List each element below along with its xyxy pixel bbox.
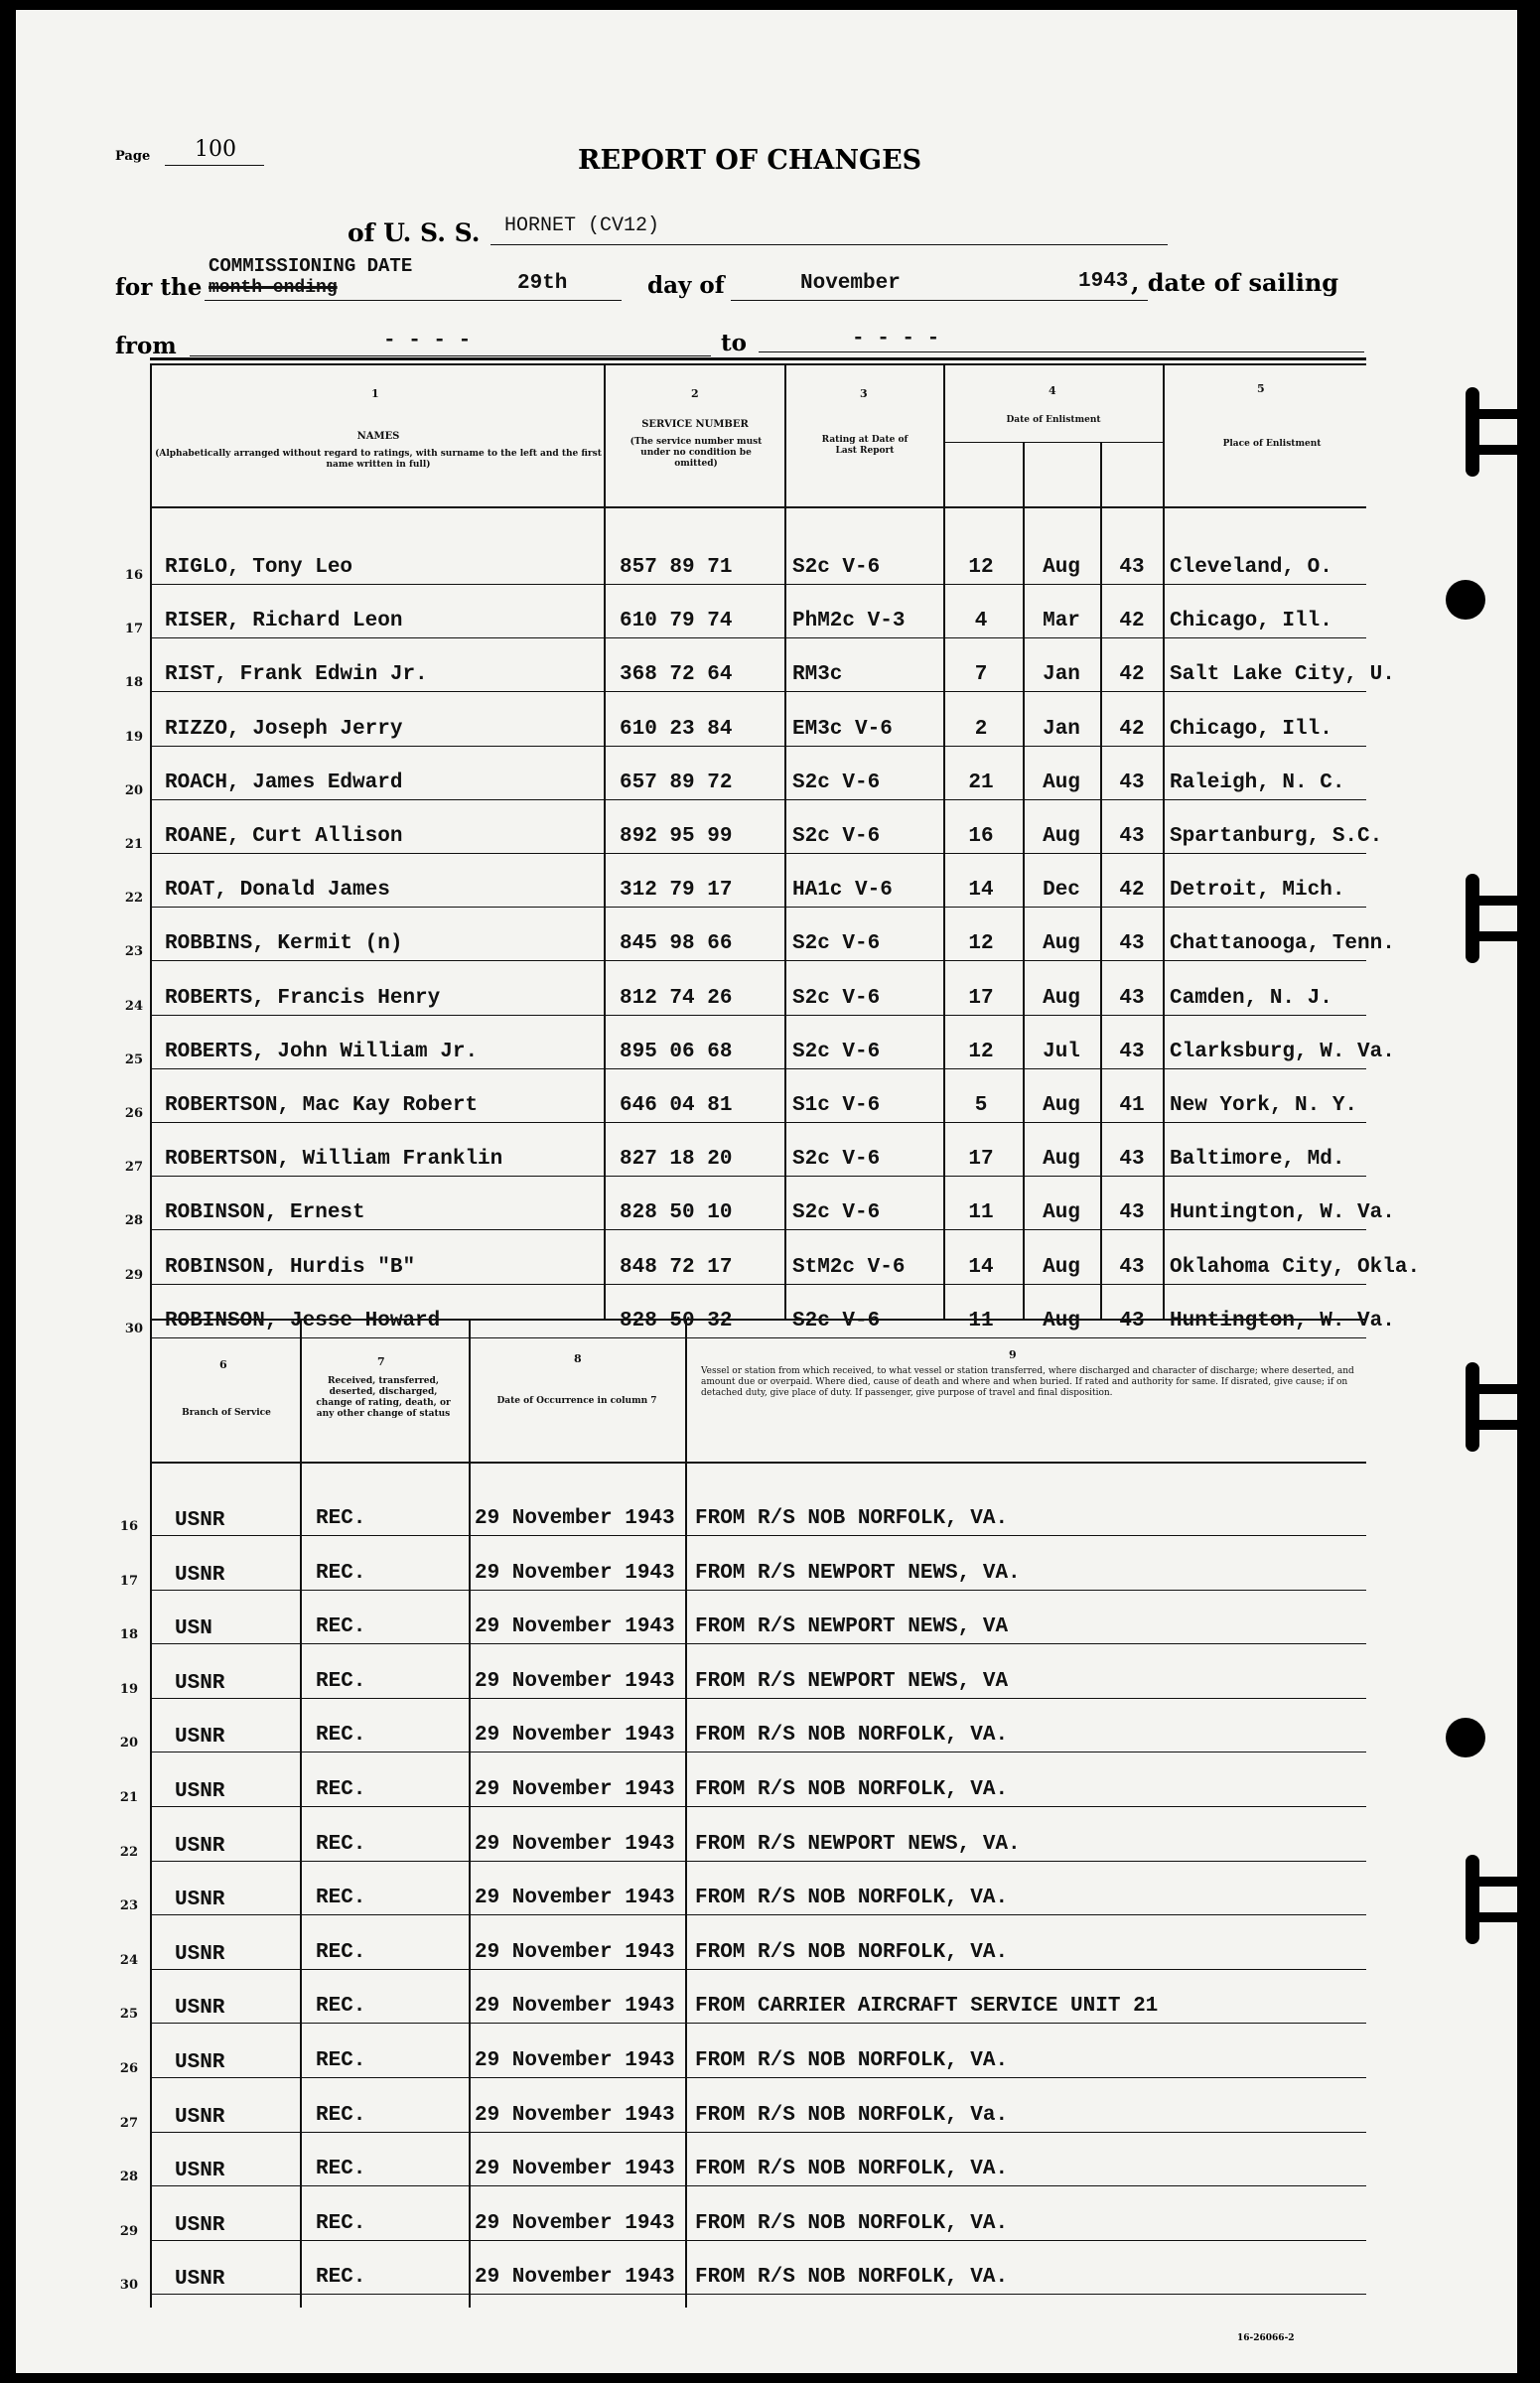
service-number-cell: 857 89 71 (620, 556, 733, 579)
enlist-day-cell: 17 (968, 987, 994, 1010)
date-cell: 29 November 1943 (475, 2158, 675, 2180)
row-rule (150, 1698, 1366, 1699)
enlist-month-cell: Aug (1043, 1148, 1080, 1171)
row-number: 17 (124, 622, 143, 636)
enlist-day-cell: 11 (968, 1310, 994, 1332)
service-number-cell: 827 18 20 (620, 1148, 733, 1171)
remarks-cell: FROM R/S NOB NORFOLK, VA. (695, 1941, 1009, 1964)
enlist-month-cell: Aug (1043, 771, 1080, 794)
page-number: 100 (195, 137, 236, 162)
status-cell: REC. (316, 2049, 366, 2072)
remarks-cell: FROM R/S NOB NORFOLK, VA. (695, 2158, 1009, 2180)
enlist-month-cell: Mar (1043, 610, 1080, 632)
date-cell: 29 November 1943 (475, 2212, 675, 2235)
col1-note: (Alphabetically arranged without regard to ratings, with surname to the left and the first name written in full) (155, 449, 602, 470)
enlist-month-cell: Jan (1043, 718, 1080, 741)
row-number: 21 (119, 1790, 138, 1805)
date-cell: 29 November 1943 (475, 1833, 675, 1856)
row-rule (150, 1643, 1366, 1644)
rating-cell: S2c V-6 (792, 932, 881, 955)
col7-number: 7 (377, 1355, 385, 1368)
name-cell: ROBERTSON, Mac Kay Robert (165, 1094, 479, 1117)
remarks-cell: FROM R/S NOB NORFOLK, VA. (695, 1778, 1009, 1801)
name-cell: ROBBINS, Kermit (n) (165, 932, 403, 955)
status-cell: REC. (316, 1887, 366, 1909)
day-of-label: day of (647, 272, 725, 299)
period-typed: COMMISSIONING DATE (209, 255, 413, 277)
date-cell: 29 November 1943 (475, 1670, 675, 1693)
service-number-cell: 610 79 74 (620, 610, 733, 632)
service-number-cell: 646 04 81 (620, 1094, 733, 1117)
status-cell: REC. (316, 1562, 366, 1585)
name-cell: RIZZO, Joseph Jerry (165, 718, 403, 741)
row-number: 26 (124, 1106, 143, 1121)
rating-cell: S2c V-6 (792, 825, 881, 848)
col1-title: NAMES (356, 431, 400, 442)
rating-cell: S2c V-6 (792, 556, 881, 579)
row-rule (150, 1229, 1366, 1230)
row-number: 28 (119, 2170, 138, 2184)
branch-cell: USNR (175, 1726, 225, 1749)
place-cell: Clarksburg, W. Va. (1170, 1041, 1395, 1063)
remarks-cell: FROM R/S NEWPORT NEWS, VA. (695, 1833, 1021, 1856)
enlist-year-cell: 43 (1119, 1201, 1145, 1224)
enlist-year-cell: 42 (1119, 879, 1145, 902)
enlist-month-cell: Jan (1043, 663, 1080, 686)
col2-number: 2 (691, 387, 699, 400)
service-number-cell: 828 50 10 (620, 1201, 733, 1224)
rating-cell: S2c V-6 (792, 1148, 881, 1171)
place-cell: Raleigh, N. C. (1170, 771, 1345, 794)
enlist-month-cell: Aug (1043, 1310, 1080, 1332)
place-cell: Huntington, W. Va. (1170, 1310, 1395, 1332)
enlist-day-cell: 21 (968, 771, 994, 794)
row-rule (150, 2185, 1366, 2186)
name-cell: RISER, Richard Leon (165, 610, 403, 632)
col2-note: (The service number must under no condition be omitted) (630, 437, 763, 469)
row-number: 25 (119, 2007, 138, 2022)
row-rule (150, 853, 1366, 854)
col9-number: 9 (1009, 1348, 1017, 1361)
punch-hole-2 (1446, 1718, 1485, 1757)
place-cell: Cleveland, O. (1170, 556, 1332, 579)
period-struck: month ending (209, 278, 338, 298)
name-cell: ROAT, Donald James (165, 879, 390, 902)
enlist-day-cell: 14 (968, 1256, 994, 1279)
enlist-year-cell: 41 (1119, 1094, 1145, 1117)
name-cell: ROACH, James Edward (165, 771, 403, 794)
service-number-cell: 368 72 64 (620, 663, 733, 686)
enlist-year-cell: 43 (1119, 1041, 1145, 1063)
status-cell: REC. (316, 1724, 366, 1747)
branch-cell: USNR (175, 1889, 225, 1911)
status-cell: REC. (316, 1941, 366, 1964)
col4-number: 4 (1049, 384, 1056, 397)
status-cell: REC. (316, 1833, 366, 1856)
row-rule (150, 1914, 1366, 1915)
binder-clip-2 (1458, 874, 1517, 963)
status-cell: REC. (316, 1507, 366, 1530)
branch-cell: USN (175, 1617, 212, 1640)
col4-title: Date of Enlistment (1006, 415, 1101, 425)
row-rule (150, 2132, 1366, 2133)
date-cell: 29 November 1943 (475, 2049, 675, 2072)
date-cell: 29 November 1943 (475, 1941, 675, 1964)
remarks-cell: FROM R/S NEWPORT NEWS, VA. (695, 1562, 1021, 1585)
rating-cell: S2c V-6 (792, 1041, 881, 1063)
name-cell: ROBINSON, Ernest (165, 1201, 365, 1224)
row-number: 29 (124, 1268, 143, 1283)
row-number: 24 (119, 1953, 138, 1968)
row-number: 20 (124, 783, 143, 798)
service-number-cell: 812 74 26 (620, 987, 733, 1010)
enlist-year-cell: 43 (1119, 987, 1145, 1010)
row-rule (150, 2023, 1366, 2024)
place-cell: Camden, N. J. (1170, 987, 1332, 1010)
enlist-year-cell: 43 (1119, 771, 1145, 794)
row-number: 21 (124, 837, 143, 852)
place-cell: Baltimore, Md. (1170, 1148, 1345, 1171)
row-rule (150, 1806, 1366, 1807)
name-cell: ROBERTS, Francis Henry (165, 987, 441, 1010)
row-number: 20 (119, 1736, 138, 1751)
report-title: REPORT OF CHANGES (578, 145, 922, 176)
branch-cell: USNR (175, 1780, 225, 1803)
place-cell: Chicago, Ill. (1170, 610, 1332, 632)
name-cell: ROBERTSON, William Franklin (165, 1148, 503, 1171)
binder-clip-4 (1458, 1855, 1517, 1944)
remarks-cell: FROM R/S NEWPORT NEWS, VA (695, 1670, 1009, 1693)
row-number: 19 (119, 1682, 138, 1697)
branch-cell: USNR (175, 1672, 225, 1695)
enlist-month-cell: Aug (1043, 556, 1080, 579)
row-rule (150, 2077, 1366, 2078)
col5-title: Place of Enlistment (1222, 439, 1322, 449)
branch-cell: USNR (175, 1835, 225, 1858)
row-number: 25 (124, 1052, 143, 1067)
service-number-cell: 828 50 32 (620, 1310, 733, 1332)
status-cell: REC. (316, 2104, 366, 2127)
row-rule (150, 1068, 1366, 1069)
col9-title: Vessel or station from which received, to what vessel or station transferred, where discharged and character of discharge; where deserted, and amount due or overpaid. Where died, cause of death and where and when buried. If rated and authority for same. If disrated, give cause; if on detached duty, give place of duty. If passenger, give purpose of travel and final disposition. (701, 1366, 1354, 1398)
enlist-day-cell: 12 (968, 1041, 994, 1063)
enlist-month-cell: Aug (1043, 825, 1080, 848)
place-cell: Salt Lake City, U. (1170, 663, 1395, 686)
name-cell: ROBINSON, Hurdis "B" (165, 1256, 416, 1279)
name-cell: RIST, Frank Edwin Jr. (165, 663, 428, 686)
branch-cell: USNR (175, 1997, 225, 2020)
place-cell: Huntington, W. Va. (1170, 1201, 1395, 1224)
enlist-year-cell: 43 (1119, 1256, 1145, 1279)
service-number-cell: 848 72 17 (620, 1256, 733, 1279)
branch-cell: USNR (175, 2106, 225, 2129)
enlist-year-cell: 42 (1119, 610, 1145, 632)
from-label: from (115, 333, 177, 359)
enlist-year-cell: 42 (1119, 663, 1145, 686)
enlist-month-cell: Aug (1043, 932, 1080, 955)
enlist-year-cell: 43 (1119, 932, 1145, 955)
col8-number: 8 (574, 1352, 582, 1365)
rating-cell: S2c V-6 (792, 1201, 881, 1224)
place-cell: Chicago, Ill. (1170, 718, 1332, 741)
col8-title: Date of Occurrence in column 7 (496, 1396, 657, 1406)
remarks-cell: FROM R/S NOB NORFOLK, VA. (695, 2049, 1009, 2072)
row-number: 30 (119, 2278, 138, 2293)
row-number: 16 (124, 568, 143, 583)
ship-prefix: of U. S. S. (348, 218, 481, 247)
enlist-day-cell: 2 (974, 718, 988, 741)
to-label: to (721, 330, 747, 356)
place-cell: Oklahoma City, Okla. (1170, 1256, 1421, 1279)
row-number: 18 (124, 675, 143, 690)
for-the-label: for the (115, 274, 203, 301)
row-number: 24 (124, 999, 143, 1014)
place-cell: Chattanooga, Tenn. (1170, 932, 1395, 955)
row-number: 23 (124, 944, 143, 959)
rating-cell: S2c V-6 (792, 987, 881, 1010)
rating-cell: HA1c V-6 (792, 879, 893, 902)
date-cell: 29 November 1943 (475, 1995, 675, 2018)
branch-cell: USNR (175, 2051, 225, 2074)
col6-number: 6 (219, 1358, 227, 1371)
branch-cell: USNR (175, 1564, 225, 1587)
enlist-month-cell: Dec (1043, 879, 1080, 902)
row-number: 22 (119, 1845, 138, 1860)
row-rule (150, 1969, 1366, 1970)
row-rule (150, 1337, 1366, 1338)
footer-code: 16-26066-2 (1237, 2333, 1295, 2343)
punch-hole-1 (1446, 580, 1485, 620)
enlist-day-cell: 12 (968, 932, 994, 955)
report-page (16, 10, 1517, 2373)
row-number: 27 (119, 2116, 138, 2131)
row-rule (150, 691, 1366, 692)
remarks-cell: FROM CARRIER AIRCRAFT SERVICE UNIT 21 (695, 1995, 1159, 2018)
date-cell: 29 November 1943 (475, 1887, 675, 1909)
status-cell: REC. (316, 1778, 366, 1801)
binder-clip-1 (1458, 387, 1517, 477)
date-cell: 29 November 1943 (475, 2266, 675, 2289)
enlist-month-cell: Aug (1043, 1256, 1080, 1279)
status-cell: REC. (316, 1615, 366, 1638)
enlist-year-cell: 43 (1119, 1310, 1145, 1332)
row-rule (150, 907, 1366, 908)
row-number: 29 (119, 2224, 138, 2239)
ship-name: HORNET (CV12) (504, 214, 660, 237)
branch-cell: USNR (175, 2214, 225, 2237)
date-of-sailing-label: , date of sailing (1131, 268, 1339, 297)
name-cell: ROBINSON, Jesse Howard (165, 1310, 441, 1332)
date-cell: 29 November 1943 (475, 2104, 675, 2127)
row-number: 19 (124, 730, 143, 745)
col1-number: 1 (371, 387, 379, 400)
name-cell: RIGLO, Tony Leo (165, 556, 353, 579)
row-rule (150, 2294, 1366, 2295)
enlist-year-cell: 43 (1119, 1148, 1145, 1171)
status-cell: REC. (316, 1995, 366, 2018)
service-number-cell: 657 89 72 (620, 771, 733, 794)
row-number: 30 (124, 1322, 143, 1336)
rating-cell: S2c V-6 (792, 771, 881, 794)
place-cell: Detroit, Mich. (1170, 879, 1345, 902)
branch-cell: USNR (175, 1509, 225, 1532)
service-number-cell: 312 79 17 (620, 879, 733, 902)
remarks-cell: FROM R/S NOB NORFOLK, VA. (695, 1507, 1009, 1530)
enlist-day-cell: 7 (974, 663, 988, 686)
remarks-cell: FROM R/S NOB NORFOLK, Va. (695, 2104, 1009, 2127)
row-rule (150, 1861, 1366, 1862)
enlist-month-cell: Jul (1043, 1041, 1080, 1063)
rating-cell: StM2c V-6 (792, 1256, 906, 1279)
row-number: 23 (119, 1898, 138, 1913)
service-number-cell: 610 23 84 (620, 718, 733, 741)
remarks-cell: FROM R/S NOB NORFOLK, VA. (695, 2266, 1009, 2289)
status-cell: REC. (316, 1670, 366, 1693)
from-value: - - - - (383, 330, 472, 352)
enlist-day-cell: 17 (968, 1148, 994, 1171)
row-number: 17 (119, 1574, 138, 1589)
rating-cell: EM3c V-6 (792, 718, 893, 741)
day-value: 29th (517, 272, 568, 295)
remarks-cell: FROM R/S NEWPORT NEWS, VA (695, 1615, 1009, 1638)
name-cell: ROBERTS, John William Jr. (165, 1041, 479, 1063)
row-rule (150, 2240, 1366, 2241)
to-value: - - - - (852, 328, 940, 350)
year-value: 1943 (1078, 270, 1129, 293)
binder-clip-3 (1458, 1362, 1517, 1452)
service-number-cell: 845 98 66 (620, 932, 733, 955)
row-number: 27 (124, 1160, 143, 1175)
enlist-day-cell: 16 (968, 825, 994, 848)
status-cell: REC. (316, 2212, 366, 2235)
service-number-cell: 895 06 68 (620, 1041, 733, 1063)
place-cell: New York, N. Y. (1170, 1094, 1358, 1117)
month-value: November (800, 272, 901, 295)
enlist-year-cell: 43 (1119, 556, 1145, 579)
row-number: 22 (124, 891, 143, 906)
enlist-year-cell: 42 (1119, 718, 1145, 741)
enlist-month-cell: Aug (1043, 987, 1080, 1010)
rating-cell: RM3c (792, 663, 843, 686)
col6-title: Branch of Service (182, 1408, 271, 1418)
date-cell: 29 November 1943 (475, 1615, 675, 1638)
row-number: 16 (119, 1519, 138, 1534)
rating-cell: S2c V-6 (792, 1310, 881, 1332)
row-rule (150, 1122, 1366, 1123)
col5-number: 5 (1257, 382, 1265, 395)
page-label: Page (115, 149, 151, 164)
row-rule (150, 584, 1366, 585)
enlist-year-cell: 43 (1119, 825, 1145, 848)
enlist-day-cell: 4 (974, 610, 988, 632)
col2-title: SERVICE NUMBER (641, 419, 749, 430)
rating-cell: PhM2c V-3 (792, 610, 906, 632)
place-cell: Spartanburg, S.C. (1170, 825, 1383, 848)
rating-cell: S1c V-6 (792, 1094, 881, 1117)
row-rule (150, 637, 1366, 638)
row-number: 26 (119, 2061, 138, 2076)
remarks-cell: FROM R/S NOB NORFOLK, VA. (695, 2212, 1009, 2235)
status-cell: REC. (316, 2158, 366, 2180)
branch-cell: USNR (175, 2268, 225, 2291)
date-cell: 29 November 1943 (475, 1778, 675, 1801)
row-rule (150, 1590, 1366, 1591)
enlist-month-cell: Aug (1043, 1094, 1080, 1117)
enlist-day-cell: 5 (974, 1094, 988, 1117)
row-rule (150, 1176, 1366, 1177)
date-cell: 29 November 1943 (475, 1562, 675, 1585)
row-number: 18 (119, 1627, 138, 1642)
remarks-cell: FROM R/S NOB NORFOLK, VA. (695, 1724, 1009, 1747)
col3-number: 3 (860, 387, 868, 400)
row-rule (150, 1284, 1366, 1285)
row-rule (150, 746, 1366, 747)
row-rule (150, 960, 1366, 961)
col3-title: Rating at Date of Last Report (821, 435, 909, 456)
name-cell: ROANE, Curt Allison (165, 825, 403, 848)
enlist-month-cell: Aug (1043, 1201, 1080, 1224)
row-rule (150, 1535, 1366, 1536)
enlist-day-cell: 11 (968, 1201, 994, 1224)
row-number: 28 (124, 1213, 143, 1228)
date-cell: 29 November 1943 (475, 1507, 675, 1530)
branch-cell: USNR (175, 2160, 225, 2182)
remarks-cell: FROM R/S NOB NORFOLK, VA. (695, 1887, 1009, 1909)
enlist-day-cell: 14 (968, 879, 994, 902)
service-number-cell: 892 95 99 (620, 825, 733, 848)
date-cell: 29 November 1943 (475, 1724, 675, 1747)
status-cell: REC. (316, 2266, 366, 2289)
col7-title: Received, transferred, deserted, discharged, change of rating, death, or any other change of status (316, 1376, 451, 1419)
enlist-day-cell: 12 (968, 556, 994, 579)
branch-cell: USNR (175, 1943, 225, 1966)
row-rule (150, 799, 1366, 800)
row-rule (150, 1015, 1366, 1016)
